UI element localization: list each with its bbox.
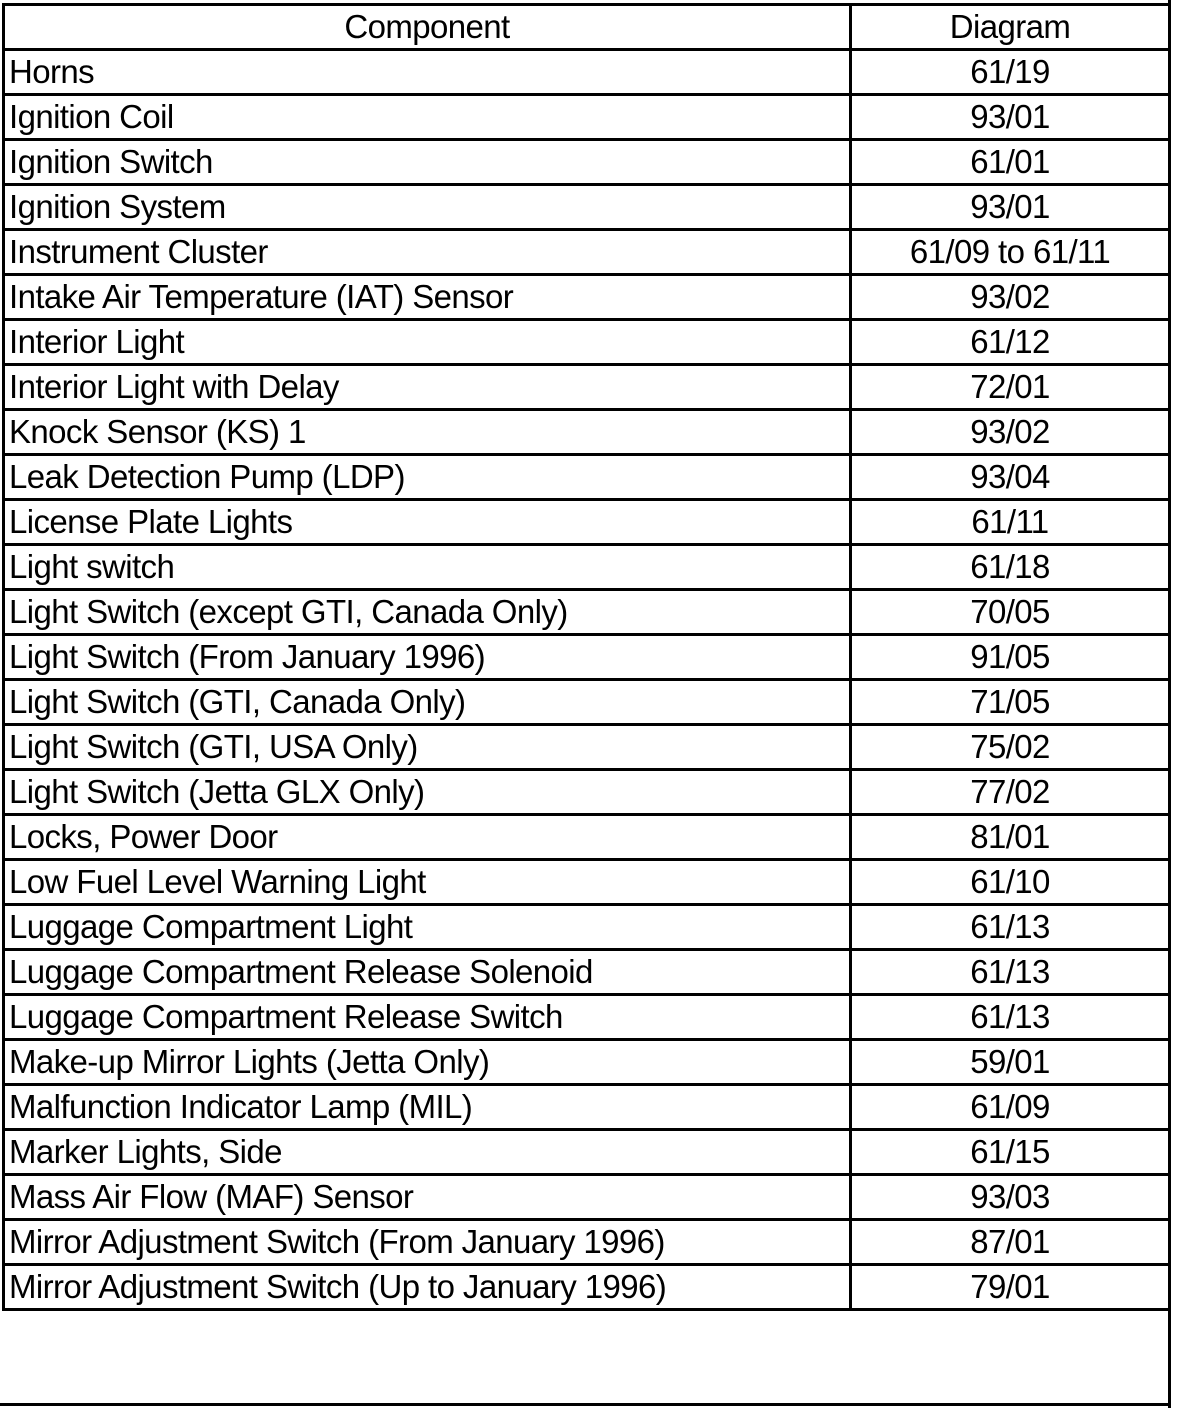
diagram-cell: 61/09: [851, 1085, 1170, 1130]
table-row: [4, 815, 1170, 860]
table-row: [4, 1265, 1170, 1310]
table-row: [4, 1220, 1170, 1265]
header-component: Component: [4, 5, 851, 50]
component-cell: Ignition Coil: [4, 95, 851, 140]
component-cell: Mass Air Flow (MAF) Sensor: [4, 1175, 851, 1220]
component-cell: Light Switch (GTI, USA Only): [4, 725, 851, 770]
table-row: [4, 545, 1170, 590]
component-cell: Make-up Mirror Lights (Jetta Only): [4, 1040, 851, 1085]
table-row: [4, 770, 1170, 815]
diagram-cell: 87/01: [851, 1220, 1170, 1265]
diagram-cell: 93/01: [851, 95, 1170, 140]
component-cell: Leak Detection Pump (LDP): [4, 455, 851, 500]
diagram-cell: 93/02: [851, 410, 1170, 455]
table-row: [4, 1085, 1170, 1130]
page-right-border: [1168, 0, 1171, 1408]
table-row: [4, 50, 1170, 95]
table-row: [4, 1040, 1170, 1085]
component-cell: Luggage Compartment Release Switch: [4, 995, 851, 1040]
table-row: [4, 590, 1170, 635]
component-cell: License Plate Lights: [4, 500, 851, 545]
table-row: [4, 905, 1170, 950]
component-cell: Light switch: [4, 545, 851, 590]
component-cell: Mirror Adjustment Switch (From January 1996): [4, 1220, 851, 1265]
table-row: [4, 230, 1170, 275]
diagram-cell: 71/05: [851, 680, 1170, 725]
diagram-cell: 75/02: [851, 725, 1170, 770]
table-row: [4, 455, 1170, 500]
component-cell: Mirror Adjustment Switch (Up to January 1996): [4, 1265, 851, 1310]
component-cell: Horns: [4, 50, 851, 95]
table-row: [4, 680, 1170, 725]
diagram-cell: 93/01: [851, 185, 1170, 230]
component-cell: Intake Air Temperature (IAT) Sensor: [4, 275, 851, 320]
component-cell: Interior Light with Delay: [4, 365, 851, 410]
table-row: [4, 95, 1170, 140]
table-row: [4, 1175, 1170, 1220]
component-cell: Light Switch (GTI, Canada Only): [4, 680, 851, 725]
component-cell: Locks, Power Door: [4, 815, 851, 860]
table-body: [4, 50, 1170, 1310]
table-row: [4, 140, 1170, 185]
component-cell: Malfunction Indicator Lamp (MIL): [4, 1085, 851, 1130]
diagram-cell: 61/13: [851, 905, 1170, 950]
diagram-cell: 93/02: [851, 275, 1170, 320]
page-bottom-border: [0, 1403, 1171, 1406]
diagram-cell: 81/01: [851, 815, 1170, 860]
diagram-cell: 61/13: [851, 995, 1170, 1040]
diagram-cell: 61/01: [851, 140, 1170, 185]
component-cell: Light Switch (From January 1996): [4, 635, 851, 680]
header-diagram: Diagram: [851, 5, 1170, 50]
diagram-cell: 59/01: [851, 1040, 1170, 1085]
component-diagram-table: [2, 3, 1171, 1311]
table-row: [4, 950, 1170, 995]
component-cell: Light Switch (except GTI, Canada Only): [4, 590, 851, 635]
diagram-cell: 61/19: [851, 50, 1170, 95]
table-row: [4, 410, 1170, 455]
diagram-cell: 61/11: [851, 500, 1170, 545]
component-cell: Interior Light: [4, 320, 851, 365]
component-cell: Light Switch (Jetta GLX Only): [4, 770, 851, 815]
diagram-cell: 79/01: [851, 1265, 1170, 1310]
component-cell: Ignition System: [4, 185, 851, 230]
diagram-cell: 93/03: [851, 1175, 1170, 1220]
diagram-cell: 61/13: [851, 950, 1170, 995]
diagram-cell: 91/05: [851, 635, 1170, 680]
table-row: [4, 320, 1170, 365]
diagram-cell: 93/04: [851, 455, 1170, 500]
diagram-cell: 77/02: [851, 770, 1170, 815]
component-cell: Ignition Switch: [4, 140, 851, 185]
diagram-cell: 70/05: [851, 590, 1170, 635]
table-row: [4, 995, 1170, 1040]
component-cell: Marker Lights, Side: [4, 1130, 851, 1175]
component-cell: Instrument Cluster: [4, 230, 851, 275]
table-row: [4, 1130, 1170, 1175]
table-row: [4, 275, 1170, 320]
diagram-cell: 72/01: [851, 365, 1170, 410]
table-row: [4, 860, 1170, 905]
component-cell: Low Fuel Level Warning Light: [4, 860, 851, 905]
diagram-cell: 61/15: [851, 1130, 1170, 1175]
table-row: [4, 725, 1170, 770]
diagram-cell: 61/10: [851, 860, 1170, 905]
component-cell: Luggage Compartment Release Solenoid: [4, 950, 851, 995]
table-row: [4, 500, 1170, 545]
header-row: [4, 5, 1170, 50]
diagram-cell: 61/18: [851, 545, 1170, 590]
component-cell: Luggage Compartment Light: [4, 905, 851, 950]
table-header: [4, 5, 1170, 50]
table-row: [4, 635, 1170, 680]
table-row: [4, 365, 1170, 410]
diagram-cell: 61/12: [851, 320, 1170, 365]
table-row: [4, 185, 1170, 230]
component-cell: Knock Sensor (KS) 1: [4, 410, 851, 455]
diagram-cell: 61/09 to 61/11: [851, 230, 1170, 275]
